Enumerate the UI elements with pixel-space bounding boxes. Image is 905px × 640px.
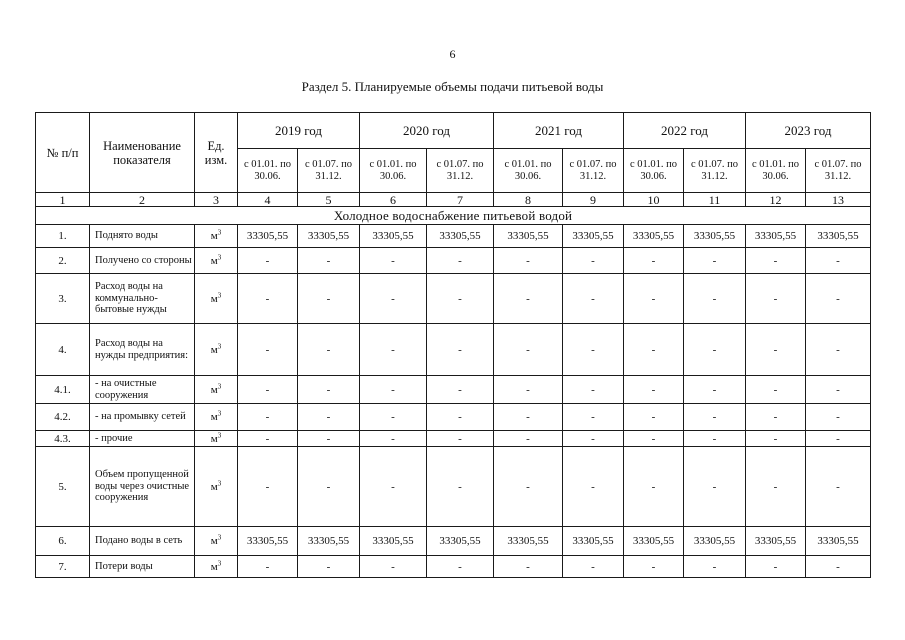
row-value: - xyxy=(806,556,871,578)
row-value: - xyxy=(746,274,806,324)
row-value: - xyxy=(298,556,360,578)
row-value: 33305,55 xyxy=(494,527,563,556)
row-value: - xyxy=(494,376,563,404)
row-value: - xyxy=(563,447,624,527)
unit-exponent: 3 xyxy=(217,409,222,418)
row-value: - xyxy=(298,447,360,527)
row-value: 33305,55 xyxy=(806,225,871,248)
row-number: 4. xyxy=(36,324,90,376)
column-number: 13 xyxy=(806,193,871,207)
row-value: - xyxy=(563,556,624,578)
unit-exponent: 3 xyxy=(217,430,222,439)
row-number: 7. xyxy=(36,556,90,578)
row-value: - xyxy=(427,404,494,431)
unit-exponent: 3 xyxy=(217,290,222,299)
unit-base: м xyxy=(210,254,218,267)
row-value: - xyxy=(624,274,684,324)
row-unit xyxy=(195,274,238,324)
row-value: - xyxy=(806,324,871,376)
row-value: - xyxy=(427,431,494,447)
header-period: с 01.01. по 30.06. xyxy=(494,149,563,193)
header-period: с 01.07. по 31.12. xyxy=(806,149,871,193)
row-number: 4.2. xyxy=(36,404,90,431)
row-name: Расход воды на коммунально-бытовые нужды xyxy=(90,274,195,324)
page-title: Раздел 5. Планируемые объемы подачи питьевой воды xyxy=(301,79,604,94)
row-value: - xyxy=(684,556,746,578)
unit-exponent: 3 xyxy=(217,478,222,487)
row-unit xyxy=(195,447,238,527)
row-value: - xyxy=(298,324,360,376)
table-row xyxy=(36,248,871,274)
column-number: 1 xyxy=(36,193,90,207)
row-value: - xyxy=(360,274,427,324)
row-name: Объем пропущенной воды через очистные сооружения xyxy=(90,447,195,527)
row-value: - xyxy=(494,324,563,376)
header-year: 2019 год xyxy=(238,113,360,149)
row-value: - xyxy=(746,556,806,578)
row-unit xyxy=(195,556,238,578)
unit-exponent: 3 xyxy=(217,252,222,261)
header-period: с 01.07. по 31.12. xyxy=(563,149,624,193)
column-number: 9 xyxy=(563,193,624,207)
row-value: - xyxy=(494,431,563,447)
row-value: - xyxy=(360,556,427,578)
row-value: 33305,55 xyxy=(494,225,563,248)
row-value: - xyxy=(684,447,746,527)
row-value: - xyxy=(238,376,298,404)
row-value: - xyxy=(684,404,746,431)
row-value: - xyxy=(238,324,298,376)
row-value: 33305,55 xyxy=(360,225,427,248)
row-name: - на очистные сооружения xyxy=(90,376,195,404)
row-value: - xyxy=(563,376,624,404)
row-value: - xyxy=(624,404,684,431)
unit-exponent: 3 xyxy=(217,341,222,350)
row-value: 33305,55 xyxy=(684,527,746,556)
column-number: 7 xyxy=(427,193,494,207)
row-value: - xyxy=(427,248,494,274)
row-value: - xyxy=(238,447,298,527)
row-value: - xyxy=(563,274,624,324)
column-number: 10 xyxy=(624,193,684,207)
row-name: Подано воды в сеть xyxy=(90,527,195,556)
unit-exponent: 3 xyxy=(217,228,222,237)
row-value: - xyxy=(563,431,624,447)
row-value: - xyxy=(684,248,746,274)
header-period: с 01.01. по 30.06. xyxy=(624,149,684,193)
row-unit xyxy=(195,404,238,431)
unit-base: м xyxy=(210,292,218,305)
row-value: - xyxy=(298,274,360,324)
row-value: 33305,55 xyxy=(684,225,746,248)
row-value: - xyxy=(360,447,427,527)
unit-base: м xyxy=(210,230,218,242)
row-value: - xyxy=(427,376,494,404)
column-number: 3 xyxy=(195,193,238,207)
row-value: - xyxy=(494,556,563,578)
table-row xyxy=(36,447,871,527)
row-value: - xyxy=(238,404,298,431)
unit-exponent: 3 xyxy=(217,381,222,390)
row-value: - xyxy=(624,376,684,404)
row-value: - xyxy=(624,556,684,578)
row-value: 33305,55 xyxy=(238,527,298,556)
water-supply-table xyxy=(35,112,871,578)
row-value: - xyxy=(360,324,427,376)
column-number: 5 xyxy=(298,193,360,207)
table-row xyxy=(36,404,871,431)
unit-base: м xyxy=(210,343,218,356)
row-value: - xyxy=(746,431,806,447)
header-period: с 01.07. по 31.12. xyxy=(684,149,746,193)
unit-exponent: 3 xyxy=(217,533,222,542)
unit-base: м xyxy=(210,535,218,547)
row-value: - xyxy=(684,431,746,447)
row-value: - xyxy=(360,376,427,404)
row-value: 33305,55 xyxy=(238,225,298,248)
page-number: 6 xyxy=(449,47,456,61)
row-value: - xyxy=(806,431,871,447)
row-value: - xyxy=(360,404,427,431)
row-value: - xyxy=(298,376,360,404)
row-value: - xyxy=(624,431,684,447)
row-value: - xyxy=(238,248,298,274)
row-name: Расход воды на нужды предприятия: xyxy=(90,324,195,376)
column-number: 6 xyxy=(360,193,427,207)
header-year: 2023 год xyxy=(746,113,871,149)
header-unit: Ед. изм. xyxy=(195,113,238,193)
row-value: - xyxy=(427,447,494,527)
row-value: - xyxy=(427,556,494,578)
table-row xyxy=(36,324,871,376)
row-unit xyxy=(195,431,238,447)
row-value: 33305,55 xyxy=(563,225,624,248)
row-value: 33305,55 xyxy=(563,527,624,556)
header-period: с 01.01. по 30.06. xyxy=(238,149,298,193)
row-value: - xyxy=(684,324,746,376)
column-number: 8 xyxy=(494,193,563,207)
header-name: Наименование показателя xyxy=(90,113,195,193)
column-number: 12 xyxy=(746,193,806,207)
row-value: - xyxy=(746,324,806,376)
row-value: - xyxy=(494,404,563,431)
row-value: - xyxy=(806,274,871,324)
row-value: - xyxy=(494,447,563,527)
row-name: Поднято воды xyxy=(90,225,195,248)
table-row xyxy=(36,376,871,404)
row-value: - xyxy=(684,376,746,404)
row-value: - xyxy=(806,248,871,274)
row-value: - xyxy=(427,324,494,376)
row-value: - xyxy=(624,447,684,527)
row-name: - прочие xyxy=(90,431,195,447)
row-value: 33305,55 xyxy=(624,225,684,248)
header-year: 2020 год xyxy=(360,113,494,149)
row-value: - xyxy=(494,274,563,324)
row-value: 33305,55 xyxy=(624,527,684,556)
row-number: 1. xyxy=(36,225,90,248)
row-name: - на промывку сетей xyxy=(90,404,195,431)
column-number: 4 xyxy=(238,193,298,207)
table-row xyxy=(36,431,871,447)
unit-base: м xyxy=(210,432,218,445)
row-value: - xyxy=(624,324,684,376)
row-number: 4.3. xyxy=(36,431,90,447)
row-unit xyxy=(195,324,238,376)
row-number: 5. xyxy=(36,447,90,527)
unit-base: м xyxy=(210,411,218,423)
row-value: 33305,55 xyxy=(806,527,871,556)
row-name: Потери воды xyxy=(90,556,195,578)
row-value: - xyxy=(298,431,360,447)
row-value: - xyxy=(806,404,871,431)
row-value: - xyxy=(563,404,624,431)
header-period: с 01.01. по 30.06. xyxy=(746,149,806,193)
table-row xyxy=(36,225,871,248)
row-value: 33305,55 xyxy=(298,225,360,248)
row-value: - xyxy=(360,248,427,274)
row-value: - xyxy=(746,376,806,404)
row-value: - xyxy=(494,248,563,274)
table-row xyxy=(36,556,871,578)
unit-exponent: 3 xyxy=(217,558,222,567)
column-number: 11 xyxy=(684,193,746,207)
row-value: - xyxy=(360,431,427,447)
column-number: 2 xyxy=(90,193,195,207)
row-value: - xyxy=(684,274,746,324)
unit-base: м xyxy=(210,480,218,493)
row-unit xyxy=(195,225,238,248)
header-period: с 01.01. по 30.06. xyxy=(360,149,427,193)
unit-base: м xyxy=(210,383,218,396)
row-number: 4.1. xyxy=(36,376,90,404)
unit-base: м xyxy=(210,560,218,573)
row-value: - xyxy=(746,404,806,431)
row-value: 33305,55 xyxy=(427,225,494,248)
header-period: с 01.07. по 31.12. xyxy=(298,149,360,193)
row-unit xyxy=(195,376,238,404)
row-value: - xyxy=(624,248,684,274)
header-year: 2022 год xyxy=(624,113,746,149)
row-unit xyxy=(195,527,238,556)
row-value: - xyxy=(238,274,298,324)
section-title: Холодное водоснабжение питьевой водой xyxy=(36,207,871,225)
row-unit xyxy=(195,248,238,274)
header-period: с 01.07. по 31.12. xyxy=(427,149,494,193)
row-value: 33305,55 xyxy=(360,527,427,556)
row-value: - xyxy=(238,431,298,447)
row-value: - xyxy=(563,248,624,274)
row-value: - xyxy=(746,248,806,274)
table-row xyxy=(36,527,871,556)
header-num: № п/п xyxy=(36,113,90,193)
row-number: 2. xyxy=(36,248,90,274)
row-value: - xyxy=(806,376,871,404)
row-value: - xyxy=(806,447,871,527)
row-value: - xyxy=(238,556,298,578)
row-value: - xyxy=(563,324,624,376)
row-value: 33305,55 xyxy=(427,527,494,556)
row-number: 3. xyxy=(36,274,90,324)
row-number: 6. xyxy=(36,527,90,556)
row-value: 33305,55 xyxy=(746,225,806,248)
header-year: 2021 год xyxy=(494,113,624,149)
row-value: - xyxy=(298,404,360,431)
row-value: - xyxy=(427,274,494,324)
row-value: - xyxy=(298,248,360,274)
row-value: 33305,55 xyxy=(298,527,360,556)
row-value: - xyxy=(746,447,806,527)
row-value: 33305,55 xyxy=(746,527,806,556)
table-row xyxy=(36,274,871,324)
row-name: Получено со стороны xyxy=(90,248,195,274)
